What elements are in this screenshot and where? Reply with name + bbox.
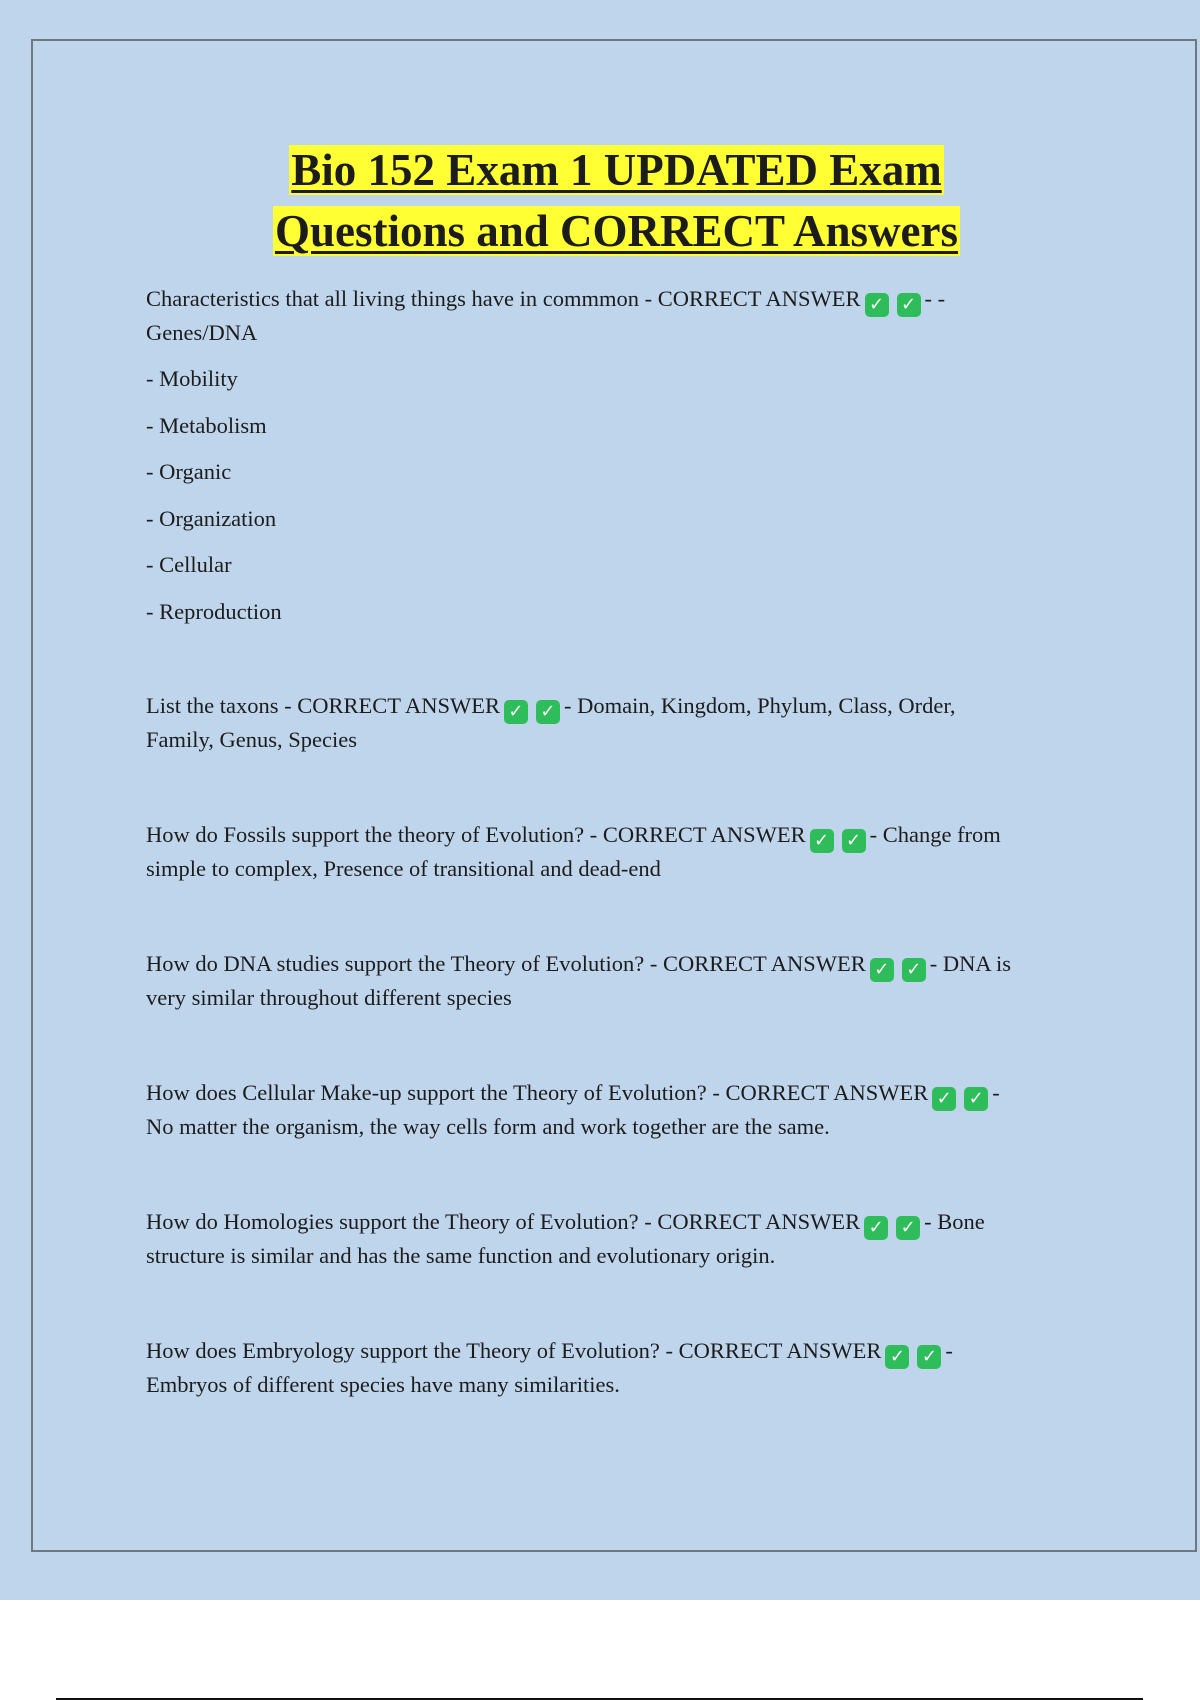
document-title [0,140,1200,262]
answer-text: Embryos of different species have many similarities. [146,1372,620,1397]
answer-continuation: Genes/DNA [146,320,258,345]
qa-item-homologies [146,1206,1086,1272]
list-item: - Metabolism [146,412,267,438]
check-mark-icon: ✓ [865,293,889,317]
check-mark-icon: ✓ [870,958,894,982]
document-content [146,283,1086,1401]
qa-item-embryology [146,1335,1086,1401]
check-mark-icon: ✓ [810,829,834,853]
list-item: - Organic [146,459,232,484]
qa-item-characteristics [146,283,1086,642]
answer-text: - - [924,286,946,311]
question-text: List the taxons - CORRECT ANSWER [146,693,500,718]
question-text: How does Embryology support the Theory of Evolution? - CORRECT ANSWER [146,1338,882,1363]
qa-item-taxons [146,690,1086,756]
question-line [146,283,1086,317]
qa-item-cellular-makeup [146,1077,1086,1143]
check-mark-icon: ✓ [864,1216,888,1240]
answer-text: very similar throughout different species [146,985,512,1010]
list-item: - Mobility [146,366,238,391]
answer-text: - DNA is [929,951,1012,976]
check-mark-icon: ✓ [885,1345,909,1369]
question-text: How do DNA studies support the Theory of Evolution? - CORRECT ANSWER [146,951,866,976]
question-text: How do Homologies support the Theory of Evolution? - CORRECT ANSWER [146,1209,861,1234]
answer-list [146,363,1086,642]
qa-item-dna-studies [146,948,1086,1014]
answer-text: No matter the organism, the way cells form and work together are the same. [146,1114,830,1139]
list-item: - Cellular [146,552,232,577]
question-text: How does Cellular Make-up support the Theory of Evolution? - CORRECT ANSWER [146,1080,929,1105]
question-text: Characteristics that all living things have in commmon - CORRECT ANSWER [146,286,861,311]
list-item: - Reproduction [146,598,282,624]
check-mark-icon: ✓ [842,829,866,853]
question-text: How do Fossils support the theory of Evolution? - CORRECT ANSWER [146,822,806,847]
qa-item-fossils [146,819,1086,885]
title-line-2: Questions and CORRECT Answers [274,206,959,256]
title-line-1: Bio 152 Exam 1 UPDATED Exam [291,145,942,195]
answer-text: - Domain, Kingdom, Phylum, Class, Order, [563,693,956,718]
list-item: - Organization [146,505,277,531]
answer-text: Family, Genus, Species [146,727,358,752]
check-mark-icon: ✓ [504,700,528,724]
check-mark-icon: ✓ [964,1087,988,1111]
answer-text: structure is similar and has the same function and evolutionary origin. [146,1243,776,1268]
check-mark-icon: ✓ [917,1345,941,1369]
check-mark-icon: ✓ [536,700,560,724]
answer-text: - [992,1080,1000,1105]
check-mark-icon: ✓ [902,958,926,982]
answer-text: simple to complex, Presence of transitional and dead-end [146,856,661,881]
check-mark-icon: ✓ [932,1087,956,1111]
answer-text: - Bone [924,1209,985,1234]
check-mark-icon: ✓ [896,1216,920,1240]
check-mark-icon: ✓ [897,293,921,317]
answer-text: - Change from [869,822,1001,847]
answer-text: - [945,1338,953,1363]
